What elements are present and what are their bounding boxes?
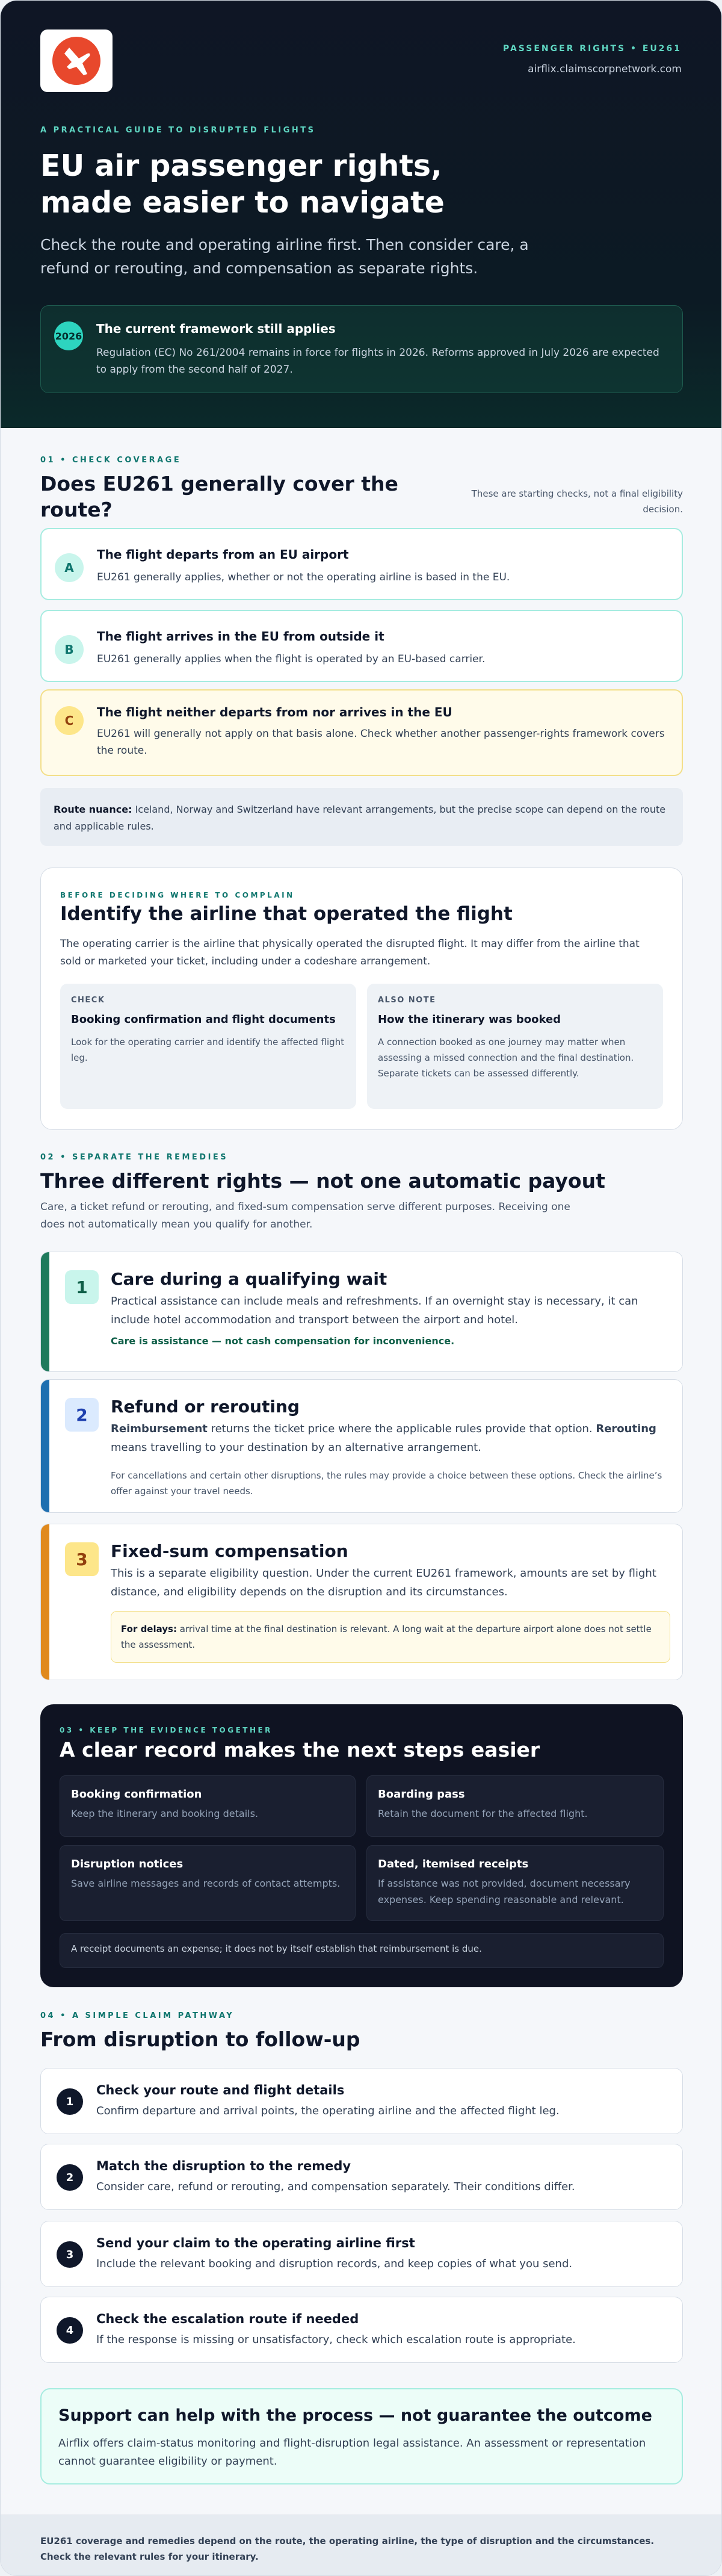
evidence-item: Disruption notices Save airline messages and records of contact attempts. bbox=[60, 1845, 356, 1921]
box-text: A connection booked as one journey may matter when assessing a missed connection and the final destination. Separate tickets can be assessed differently. bbox=[378, 1037, 634, 1079]
box-kicker: CHECK bbox=[71, 996, 105, 1005]
hero-lead: Check the route and operating airline first. Then consider care, a refund or rerouting, and compensation as separate rights. bbox=[40, 236, 529, 277]
airflix-logo-icon[interactable] bbox=[40, 29, 113, 92]
hero bbox=[1, 1, 721, 428]
footer-disclaimer: EU261 coverage and remedies depend on the route, the operating airline, the type of disruption and the circumstances. Check the relevant rules for your itinerary. bbox=[1, 2515, 722, 2576]
coverage-header bbox=[40, 456, 683, 523]
box-text: Look for the operating carrier and identify the affected flight leg. bbox=[71, 1037, 345, 1063]
support-text: Airflix offers claim-status monitoring and flight-disruption legal assistance. An assessment or representation cannot guarantee eligibility or payment. bbox=[58, 2437, 646, 2468]
coverage-title: Does EU261 generally cover the route? bbox=[40, 472, 398, 521]
remedy-title: Care during a qualifying wait bbox=[111, 1269, 387, 1289]
notice-title: The current framework still applies bbox=[96, 321, 336, 336]
evidence-title: A clear record makes the next steps easier bbox=[60, 1738, 540, 1761]
coverage-letter: C bbox=[55, 706, 84, 735]
remedy-bar bbox=[41, 1380, 49, 1512]
coverage-item-a bbox=[40, 528, 683, 600]
route-nuance: Route nuance: Iceland, Norway and Switzerland have relevant arrangements, but the precise scope can depend on the route and applicable rules. bbox=[40, 788, 683, 846]
remedy-compensation bbox=[40, 1524, 683, 1680]
evidence-item: Booking confirmation Keep the itinerary and booking details. bbox=[60, 1775, 356, 1837]
box-kicker: ALSO NOTE bbox=[378, 996, 436, 1005]
evidence-eyebrow: 03 • KEEP THE EVIDENCE TOGETHER bbox=[60, 1726, 273, 1734]
remedies-title: Three different rights — not one automatic payout bbox=[40, 1169, 605, 1193]
pathway-title: From disruption to follow-up bbox=[40, 2028, 360, 2051]
pathway-step: 3 Send your claim to the operating airline first Include the relevant booking and disruption records, and keep copies of what you send. bbox=[40, 2221, 683, 2287]
coverage-item-text: EU261 will generally not apply on that basis alone. Check whether another passenger-rights framework covers the route. bbox=[97, 728, 665, 757]
operator-title: Identify the airline that operated the flight bbox=[60, 903, 513, 925]
remedy-title: Fixed-sum compensation bbox=[111, 1541, 348, 1561]
year-badge: 2026 bbox=[54, 321, 83, 350]
coverage-item-title: The flight arrives in the EU from outside it bbox=[97, 629, 384, 644]
remedy-bar bbox=[41, 1252, 49, 1371]
coverage-item-b bbox=[40, 610, 683, 682]
evidence-item: Dated, itemised receipts If assistance was not provided, document necessary expenses. Keep spending reasonable and relevant. bbox=[366, 1845, 664, 1921]
coverage-letter: B bbox=[55, 635, 84, 664]
remedies-lead: Care, a ticket refund or rerouting, and fixed-sum compensation serve different purposes. Receiving one does not automatically mean you qualify for another. bbox=[40, 1201, 570, 1231]
box-title: Booking confirmation and flight documents bbox=[71, 1013, 336, 1026]
remedy-text: Practical assistance can include meals and refreshments. If an overnight stay is necessary, it can include hotel accommodation and transport between the airport and hotel. bbox=[111, 1295, 638, 1326]
coverage-eyebrow: 01 • CHECK COVERAGE bbox=[40, 456, 182, 465]
remedy-bar bbox=[41, 1524, 49, 1680]
pathway-eyebrow: 04 • A SIMPLE CLAIM PATHWAY bbox=[40, 2011, 235, 2020]
hero-eyebrow: A PRACTICAL GUIDE TO DISRUPTED FLIGHTS bbox=[40, 126, 316, 135]
coverage-item-title: The flight neither departs from nor arrives in the EU bbox=[97, 705, 452, 719]
box-title: How the itinerary was booked bbox=[378, 1013, 561, 1026]
remedy-text: Reimbursement returns the ticket price where the applicable rules provide that option. Rerouting means travelling to your destination by an alternative arrangement. bbox=[111, 1423, 656, 1454]
operator-eyebrow: BEFORE DECIDING WHERE TO COMPLAIN bbox=[60, 891, 295, 899]
remedies-eyebrow: 02 • SEPARATE THE REMEDIES bbox=[40, 1153, 229, 1162]
pathway-step: 4 Check the escalation route if needed If the response is missing or unsatisfactory, check which escalation route is appropriate. bbox=[40, 2297, 683, 2363]
notice-text: Regulation (EC) No 261/2004 remains in force for flights in 2026. Reforms approved in July 2026 are expected to apply from the second half of 2027. bbox=[96, 347, 659, 376]
also-note-box bbox=[367, 984, 663, 1109]
header-tag: PASSENGER RIGHTS • EU261 bbox=[502, 44, 682, 54]
remedy-care bbox=[40, 1252, 683, 1372]
evidence-panel bbox=[40, 1704, 683, 1987]
site-link[interactable]: airflix.claimscorpnetwork.com bbox=[528, 63, 682, 75]
framework-notice bbox=[40, 305, 683, 393]
remedy-number: 2 bbox=[65, 1398, 99, 1432]
coverage-item-text: EU261 generally applies when the flight is operated by an EU-based carrier. bbox=[97, 653, 486, 665]
header-brand bbox=[503, 44, 682, 75]
check-box bbox=[60, 984, 356, 1109]
pathway-step: 1 Check your route and flight details Confirm departure and arrival points, the operating airline and the affected flight leg. bbox=[40, 2068, 683, 2134]
refund-note: For cancellations and certain other disruptions, the rules may provide a choice between these options. Check the airline’s offer against your travel needs. bbox=[111, 1470, 662, 1497]
coverage-note: These are starting checks, not a final eligibility decision. bbox=[471, 488, 683, 515]
remedy-title: Refund or rerouting bbox=[111, 1397, 300, 1417]
pathway-header bbox=[40, 2011, 683, 2052]
coverage-item-text: EU261 generally applies, whether or not the operating airline is based in the EU. bbox=[97, 571, 510, 583]
remedies-header bbox=[40, 1153, 683, 1234]
remedy-refund bbox=[40, 1379, 683, 1513]
care-note: Care is assistance — not cash compensation for inconvenience. bbox=[111, 1335, 455, 1347]
support-title: Support can help with the process — not guarantee the outcome bbox=[58, 2406, 652, 2425]
coverage-item-title: The flight departs from an EU airport bbox=[97, 547, 349, 562]
operator-card bbox=[40, 867, 683, 1130]
remedy-number: 1 bbox=[65, 1270, 99, 1304]
remedy-number: 3 bbox=[65, 1542, 99, 1576]
coverage-item-c bbox=[40, 689, 683, 776]
delay-note: For delays: arrival time at the final destination is relevant. A long wait at the departure airport alone does not settle the assessment. bbox=[111, 1611, 670, 1663]
support-callout bbox=[40, 2388, 683, 2484]
page-title: EU air passenger rights, made easier to navigate bbox=[40, 149, 445, 220]
pathway-step: 2 Match the disruption to the remedy Consider care, refund or rerouting, and compensation separately. Their conditions differ. bbox=[40, 2144, 683, 2210]
evidence-item: Boarding pass Retain the document for the affected flight. bbox=[366, 1775, 664, 1837]
remedy-text: This is a separate eligibility question. Under the current EU261 framework, amounts are set by flight distance, and eligibility depends on the disruption and its circumstances. bbox=[111, 1567, 656, 1598]
evidence-note: A receipt documents an expense; it does not by itself establish that reimbursement is due. bbox=[60, 1933, 664, 1968]
operator-text: The operating carrier is the airline that physically operated the disrupted flight. It may differ from the airline that sold or marketed your ticket, including under a codeshare arrangement. bbox=[60, 938, 640, 967]
coverage-letter: A bbox=[55, 553, 84, 582]
logo-mark-icon bbox=[51, 36, 102, 86]
